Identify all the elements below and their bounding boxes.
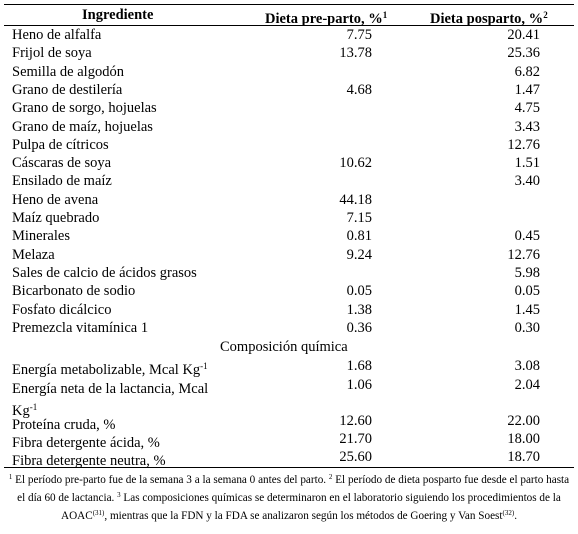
- prepartum-value: 1.38: [346, 301, 372, 318]
- ingredient-label: Grano de destilería: [12, 81, 123, 98]
- postpartum-value: 25.36: [507, 45, 540, 62]
- composition-prepartum-value: 1.06: [346, 377, 372, 393]
- ingredient-label: Frijol de soya: [12, 45, 92, 62]
- postpartum-value: 0.05: [514, 283, 540, 300]
- postpartum-value: 1.45: [514, 301, 540, 318]
- ingredient-label: Grano de sorgo, hojuelas: [12, 100, 157, 117]
- composition-label-continued: Kg: [12, 403, 30, 419]
- ingredient-label: Minerales: [12, 228, 70, 245]
- composition-prepartum-value: 12.60: [339, 413, 372, 429]
- composition-postpartum-value: 2.04: [514, 377, 540, 393]
- composition-label-text: Energía metabolizable, Mcal Kg: [12, 362, 201, 378]
- ingredient-label: Heno de alfalfa: [12, 27, 102, 43]
- prepartum-value: 9.24: [346, 246, 372, 263]
- ingredient-label: Fosfato dicálcico: [12, 301, 112, 318]
- ingredient-label: Pulpa de cítricos: [12, 136, 109, 153]
- ingredient-label: Cáscaras de soya: [12, 155, 112, 172]
- postpartum-value: 5.98: [514, 264, 540, 281]
- ingredient-label: Sales de calcio de ácidos grasos: [12, 264, 197, 281]
- header-ingredient-text: Ingrediente: [82, 7, 154, 23]
- ingredient-label: Heno de avena: [12, 191, 99, 208]
- prepartum-value: 0.81: [346, 228, 372, 245]
- footnote: [4, 470, 574, 524]
- composition-prepartum-value: 25.60: [339, 449, 372, 465]
- ingredient-label: Grano de maíz, hojuelas: [12, 118, 153, 135]
- header-prepartum-text: Dieta pre-parto, %: [265, 11, 383, 27]
- section-title: Composición química: [220, 339, 348, 355]
- prepartum-value: 4.68: [346, 81, 372, 98]
- postpartum-value: 20.41: [507, 27, 540, 43]
- composition-label-text: Proteína cruda, %: [12, 417, 116, 433]
- composition-postpartum-value: 18.00: [507, 431, 540, 447]
- footnote-marker-2: 2: [328, 473, 333, 481]
- prepartum-value: 0.36: [346, 319, 372, 336]
- footnote-ref-32: (32): [502, 509, 515, 517]
- composition-prepartum-value: 21.70: [339, 431, 372, 447]
- prepartum-value: 0.05: [346, 283, 372, 300]
- prepartum-value: 10.62: [339, 155, 372, 172]
- footnote-marker-1: 1: [8, 473, 13, 481]
- postpartum-value: 6.82: [514, 63, 540, 80]
- header-postpartum-text: Dieta posparto, %: [430, 11, 544, 27]
- postpartum-value: 12.76: [507, 136, 540, 153]
- postpartum-value: 0.45: [514, 228, 540, 245]
- postpartum-value: 3.43: [514, 118, 540, 135]
- composition-prepartum-value: 1.68: [346, 358, 372, 374]
- table-bottom-rule: [4, 467, 574, 468]
- composition-label-continued-exponent: -1: [29, 402, 38, 412]
- postpartum-value: 0.30: [514, 319, 540, 336]
- composition-label-exponent: -1: [200, 361, 208, 371]
- footnote-text-2: El período de dieta posparto fue desde el parto hasta el día 60 de lactancia.: [17, 474, 570, 504]
- composition-label-text: Fibra detergente ácida, %: [12, 435, 160, 451]
- prepartum-value: 7.15: [346, 210, 372, 226]
- composition-postpartum-value: 22.00: [507, 413, 540, 429]
- ingredient-label: Semilla de algodón: [12, 63, 124, 80]
- footnote-text-3: Las composiciones químicas se determinaron en el laboratorio siguiendo los procedimientos de la AOAC: [61, 492, 561, 522]
- prepartum-value: 7.75: [346, 27, 372, 43]
- footnote-ref-31: (31): [92, 509, 105, 517]
- ingredient-label: Maíz quebrado: [12, 210, 100, 226]
- prepartum-value: 13.78: [339, 45, 372, 62]
- postpartum-value: 1.51: [514, 155, 540, 172]
- ingredient-label: Melaza: [12, 246, 55, 263]
- postpartum-value: 12.76: [507, 246, 540, 263]
- footnote-text-4: , mientras que la FDN y la FDA se analizaron según los métodos de Goering y Van Soest: [104, 510, 503, 522]
- header-prepartum-note: 1: [382, 10, 388, 20]
- header-postpartum-note: 2: [543, 10, 548, 20]
- ingredient-label: Bicarbonato de sodio: [12, 283, 136, 300]
- footnote-text-5: .: [514, 510, 517, 522]
- composition-label-text: Fibra detergente neutra, %: [12, 453, 166, 469]
- prepartum-value: 44.18: [339, 191, 372, 208]
- ingredient-label: Premezcla vitamínica 1: [12, 319, 149, 336]
- footnote-text-1: El período pre-parto fue de la semana 3 a la semana 0 antes del parto.: [12, 474, 329, 486]
- composition-postpartum-value: 3.08: [514, 358, 540, 374]
- postpartum-value: 1.47: [514, 81, 540, 98]
- ingredient-label: Ensilado de maíz: [12, 173, 112, 190]
- postpartum-value: 4.75: [514, 100, 540, 117]
- footnote-marker-3: 3: [117, 491, 121, 499]
- composition-postpartum-value: 18.70: [507, 449, 540, 465]
- composition-label-text: Energía neta de la lactancia, Mcal: [12, 381, 209, 397]
- postpartum-value: 3.40: [514, 173, 540, 190]
